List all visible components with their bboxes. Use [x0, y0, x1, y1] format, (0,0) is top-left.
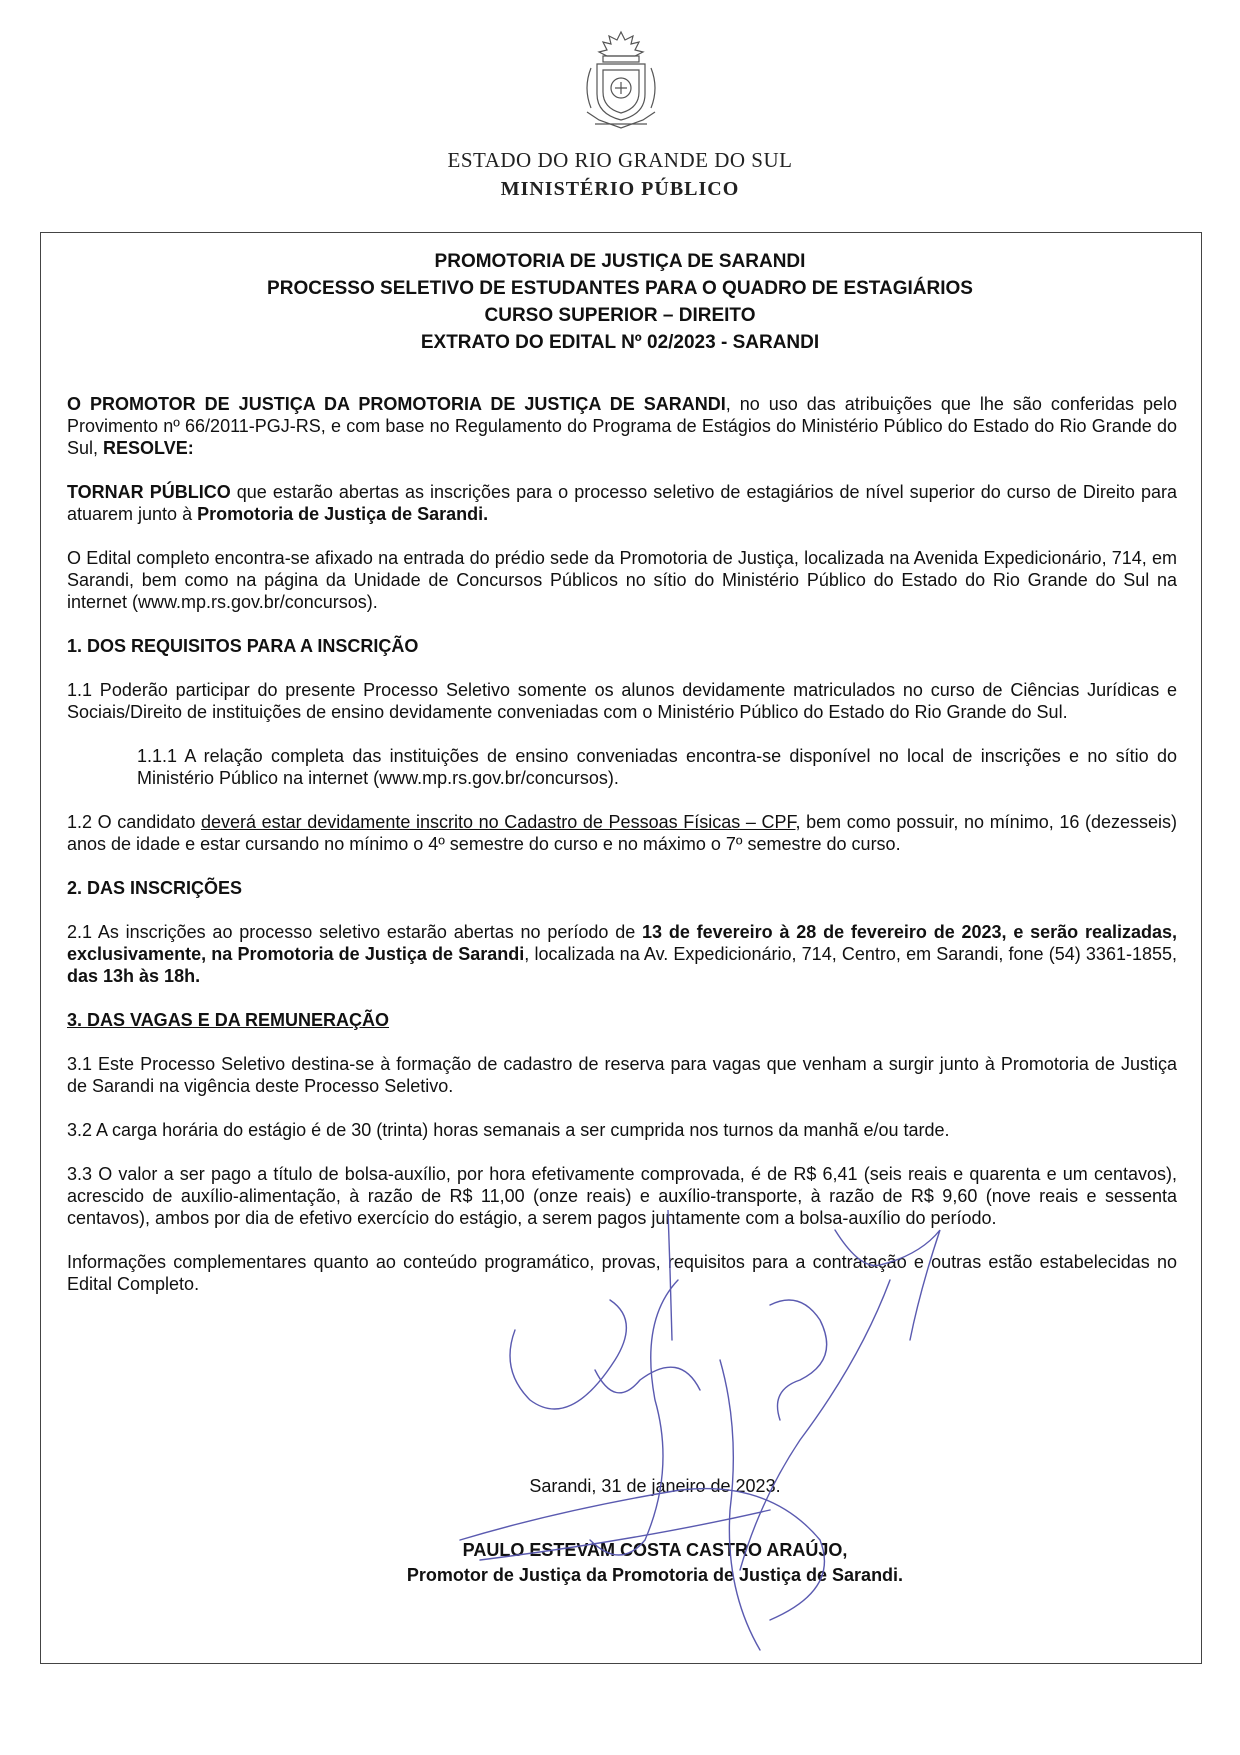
coat-of-arms-icon [577, 28, 665, 134]
publish-bold: TORNAR PÚBLICO [67, 482, 231, 502]
intro-resolve: RESOLVE: [103, 438, 194, 458]
p2-1-c: , localizada na Av. Expedicionário, 714, Centro, em Sarandi, fone (54) 3361-1855, [524, 944, 1177, 964]
publish-paragraph [67, 481, 1177, 525]
paragraph-1-2 [67, 811, 1177, 855]
p1-2-underlined: deverá estar devidamente inscrito no Cadastro de Pessoas Físicas – CPF [200, 812, 796, 832]
complementary-paragraph: Informações complementares quanto ao conteúdo programático, provas, requisitos para a contratação e outras estão estabelecidas no Edital Completo. [67, 1252, 1177, 1294]
title-processo: PROCESSO SELETIVO DE ESTUDANTES PARA O QUADRO DE ESTAGIÁRIOS [267, 278, 973, 299]
signer-name: PAULO ESTEVAM COSTA CASTRO ARAÚJO, [462, 1540, 848, 1560]
intro-paragraph [67, 393, 1177, 459]
intro-bold: O PROMOTOR DE JUSTIÇA DA PROMOTORIA DE JUSTIÇA DE SARANDI [67, 394, 726, 414]
title-edital: EXTRATO DO EDITAL Nº 02/2023 - SARANDI [420, 332, 820, 353]
document-titles [0, 248, 1240, 356]
paragraph-1-1-1: 1.1.1 A relação completa das instituições de ensino conveniadas encontra-se disponível no local de inscrições e no sítio do Ministério Público na internet (www.mp.rs.gov.br/concursos). [137, 746, 1177, 788]
publish-promotoria: Promotoria de Justiça de Sarandi. [197, 504, 489, 524]
p2-1-d: das 13h às 18h. [67, 966, 201, 986]
signer-role: Promotor de Justiça da Promotoria de Justiça de Sarandi. [406, 1565, 904, 1585]
title-promotoria: PROMOTORIA DE JUSTIÇA DE SARANDI [434, 251, 806, 272]
p1-2-start: 1.2 O candidato [67, 812, 201, 832]
publish-text: que estarão abertas as inscrições para o processo seletivo de estagiários de nível superior do curso de Direito para atuarem junto à [67, 482, 1177, 524]
state-name: ESTADO DO RIO GRANDE DO SUL [447, 148, 793, 172]
document-body [67, 393, 1177, 1317]
section-2-title: 2. DAS INSCRIÇÕES [67, 878, 243, 898]
paragraph-1-1: 1.1 Poderão participar do presente Processo Seletivo somente os alunos devidamente matriculados no curso de Ciências Jurídicas e Sociais/Direito de instituições de ensino devidamente conveniadas com o Ministério Público do Estado do Rio Grande do Sul. [67, 680, 1177, 722]
paragraph-2-1 [67, 921, 1177, 987]
p2-1-a: 2.1 As inscrições ao processo seletivo estarão abertas no período de [67, 922, 643, 942]
p2-1-b: 13 de fevereiro à 28 de fevereiro de 2023, e serão realizadas, exclusivamente, na Promotoria de Justiça de Sarandi [67, 922, 1178, 964]
section-3-title: 3. DAS VAGAS E DA REMUNERAÇÃO [67, 1010, 390, 1030]
intro-text: , no uso das atribuições que lhe são conferidas pelo Provimento nº 66/2011-PGJ-RS, e com base no Regulamento do Programa de Estágios do Ministério Público do Estado do Rio Grande do Sul, [67, 394, 1177, 458]
edital-location-paragraph: O Edital completo encontra-se afixado na entrada do prédio sede da Promotoria de Justiça, localizada na Avenida Expedicionário, 714, em Sarandi, bem como na página da Unidade de Concursos Públicos no sítio do Ministério Público do Estado do Rio Grande do Sul na internet (www.mp.rs.gov.br/concursos). [67, 548, 1177, 612]
signature-date: Sarandi, 31 de janeiro de 2023. [529, 1476, 781, 1496]
paragraph-3-1: 3.1 Este Processo Seletivo destina-se à formação de cadastro de reserva para vagas que venham a surgir junto à Promotoria de Justiça de Sarandi na vigência deste Processo Seletivo. [67, 1054, 1177, 1096]
paragraph-3-3: 3.3 O valor a ser pago a título de bolsa-auxílio, por hora efetivamente comprovada, é de R$ 6,41 (seis reais e quarenta e um centavos), acrescido de auxílio-alimentação, à razão de R$ 11,00 (onze reais) e auxílio-transporte, à razão de R$ 9,60 (nove reais e sessenta centavos), ambos por dia de efetivo exercício do estágio, a serem pagos juntamente com a bolsa-auxílio do período. [67, 1164, 1177, 1228]
institution-name: MINISTÉRIO PÚBLICO [500, 178, 740, 200]
paragraph-3-2: 3.2 A carga horária do estágio é de 30 (trinta) horas semanais a ser cumprida nos turnos da manhã e/ou tarde. [67, 1120, 950, 1140]
p1-2-end: , bem como possuir, no mínimo, 16 (dezesseis) anos de idade e estar cursando no mínimo o 4º semestre do curso e no máximo o 7º semestre do curso. [67, 812, 1177, 854]
title-curso: CURSO SUPERIOR – DIREITO [484, 305, 756, 326]
section-1-title: 1. DOS REQUISITOS PARA A INSCRIÇÃO [67, 636, 419, 656]
